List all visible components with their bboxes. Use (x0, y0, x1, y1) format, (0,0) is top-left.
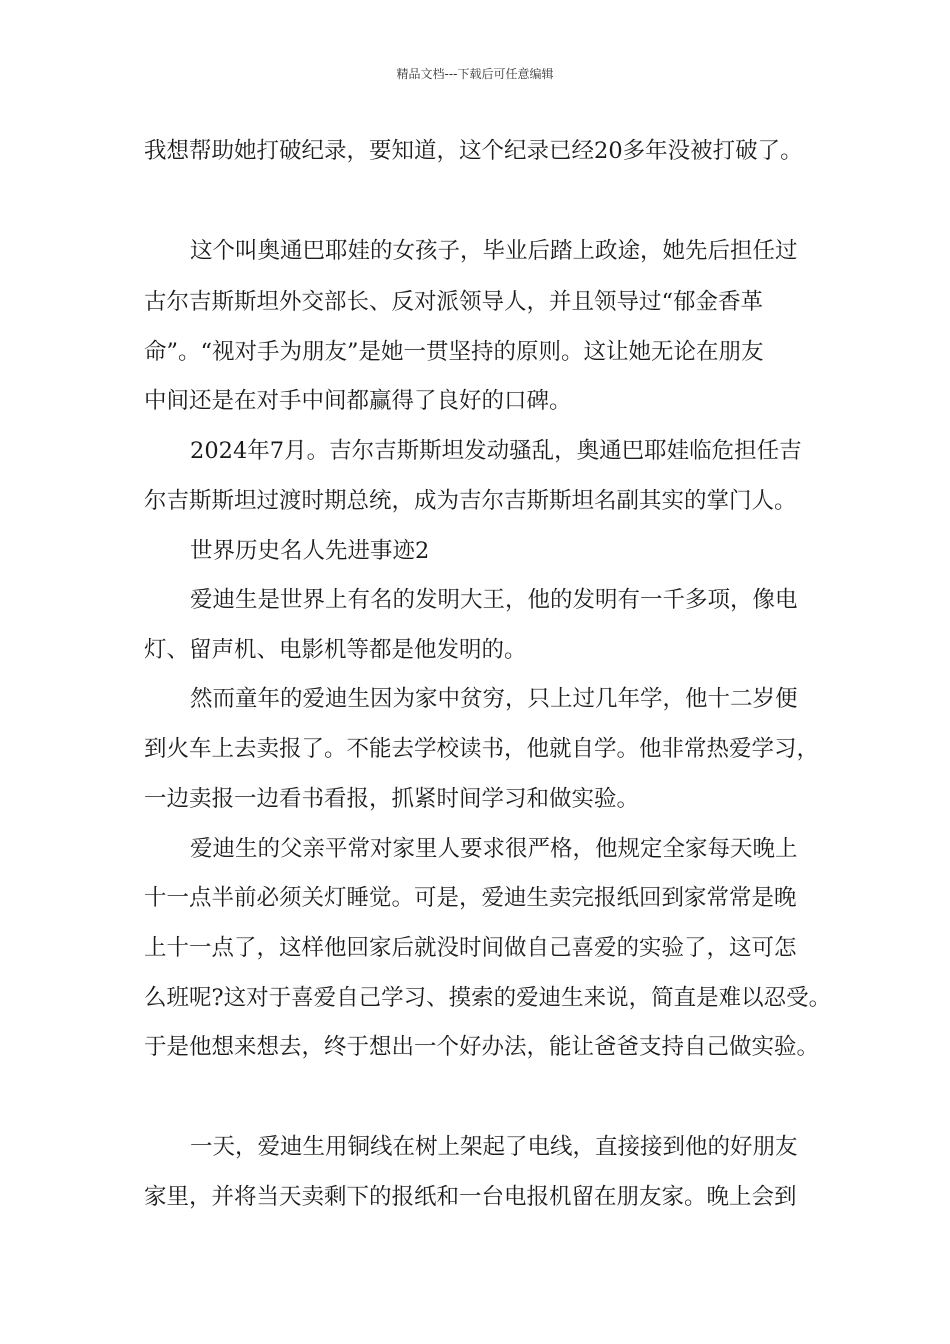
section-heading: 世界历史名人先进事迹2 (190, 538, 430, 564)
paragraph-first-line: 一天，爱迪生用铜线在树上架起了电线，直接接到他的好朋友 (190, 1134, 798, 1160)
paragraph-first-line: 这个叫奥通巴耶娃的女孩子，毕业后踏上政途，她先后担任过 (190, 238, 798, 264)
text-line: 中间还是在对手中间都赢得了良好的口碑。 (144, 388, 572, 414)
text-line: 我想帮助她打破纪录，要知道，这个纪录已经20多年没被打破了。 (144, 138, 803, 164)
text-line: 灯、留声机、电影机等都是他发明的。 (144, 637, 527, 663)
text-line: 于是他想来想去，终于想出一个好办法，能让爸爸支持自己做实验。 (144, 1034, 820, 1060)
text-line: 一边卖报一边看书看报，抓紧时间学习和做实验。 (144, 786, 640, 812)
text-line: 十一点半前必须关灯睡觉。可是，爱迪生卖完报纸回到家常常是晚 (144, 885, 797, 911)
text-line: 到火车上去卖报了。不能去学校读书，他就自学。他非常热爱学习， (144, 736, 820, 762)
text-line: 古尔吉斯斯坦外交部长、反对派领导人，并且领导过“郁金香革 (144, 289, 764, 315)
text-line: 命”。“视对手为朋友”是她一贯坚持的原则。这让她无论在朋友 (144, 339, 764, 365)
text-line: 家里，并将当天卖剩下的报纸和一台电报机留在朋友家。晚上会到 (144, 1184, 797, 1210)
paragraph-first-line: 然而童年的爱迪生因为家中贫穷，只上过几年学，他十二岁便 (190, 686, 798, 712)
text-line: 尔吉斯斯坦过渡时期总统，成为吉尔吉斯斯坦名副其实的掌门人。 (144, 488, 797, 514)
text-line: 么班呢?这对于喜爱自己学习、摸索的爱迪生来说，简直是难以忍受。 (144, 985, 832, 1011)
paragraph-first-line: 2024年7月。吉尔吉斯斯坦发动骚乱，奥通巴耶娃临危担任吉 (190, 438, 802, 464)
text-line: 上十一点了，这样他回家后就没时间做自己喜爱的实验了，这可怎 (144, 935, 797, 961)
page-header: 精品文档---下载后可任意编辑 (396, 67, 554, 81)
paragraph-first-line: 爱迪生的父亲平常对家里人要求很严格，他规定全家每天晚上 (190, 836, 798, 862)
paragraph-first-line: 爱迪生是世界上有名的发明大王，他的发明有一千多项，像电 (190, 587, 798, 613)
